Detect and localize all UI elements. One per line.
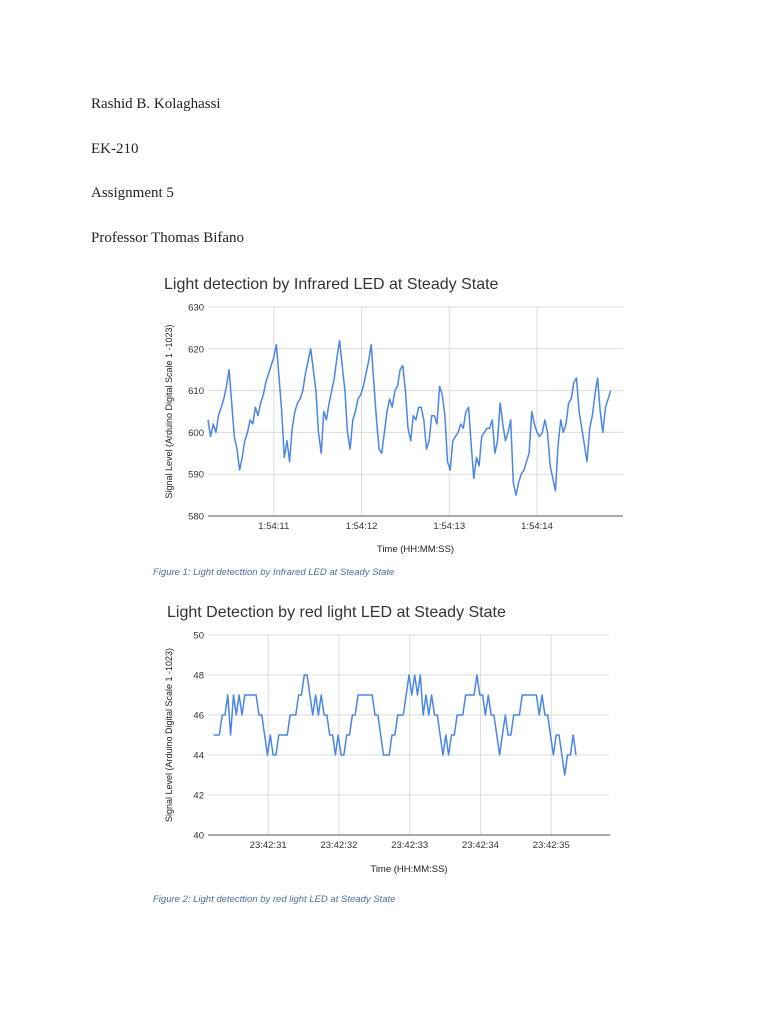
assignment-title: Assignment 5 bbox=[91, 185, 174, 201]
red-y-tick-label: 50 bbox=[193, 630, 204, 642]
red-y-axis-label: Signal Level (Arduino Digital Scale 1 -1023) bbox=[164, 647, 174, 823]
infrared-chart-svg bbox=[152, 265, 636, 563]
red-x-tick-label: 23:42:34 bbox=[461, 840, 499, 851]
red-y-tick-label: 40 bbox=[193, 830, 204, 842]
red-x-tick-label: 23:42:32 bbox=[320, 840, 358, 851]
infrared-chart bbox=[152, 265, 636, 563]
professor-name: Professor Thomas Bifano bbox=[91, 230, 245, 246]
ir-y-tick-label: 630 bbox=[188, 302, 204, 314]
figure-2-caption: Figure 2: Light detecttion by red light LED at Steady State bbox=[153, 894, 396, 905]
ir-y-tick-label: 620 bbox=[188, 344, 204, 356]
red-y-tick-label: 42 bbox=[193, 790, 204, 802]
course-code: EK-210 bbox=[91, 141, 139, 157]
red-chart-title: Light Detection by red light LED at Steady State bbox=[167, 604, 506, 621]
ir-x-tick-label: 1:54:13 bbox=[433, 521, 466, 532]
red-y-tick-label: 44 bbox=[193, 750, 204, 762]
figure-1-caption: Figure 1: Light detecttion by Infrared LED at Steady State bbox=[153, 567, 395, 578]
red-led-chart bbox=[152, 595, 622, 885]
ir-x-tick-label: 1:54:14 bbox=[521, 521, 553, 532]
ir-x-tick-label: 1:54:12 bbox=[345, 521, 378, 532]
ir-y-tick-label: 590 bbox=[188, 469, 204, 481]
red-x-tick-label: 23:42:31 bbox=[249, 840, 287, 851]
ir-y-tick-label: 600 bbox=[188, 427, 204, 439]
ir-y-tick-label: 580 bbox=[188, 511, 204, 523]
ir-x-axis-label: Time (HH:MM:SS) bbox=[376, 544, 455, 555]
ir-y-axis-label: Signal Level (Arduino Digital Scale 1 -1023) bbox=[164, 324, 174, 499]
red-x-tick-label: 23:42:33 bbox=[391, 840, 429, 851]
author-name: Rashid B. Kolaghassi bbox=[91, 96, 221, 112]
ir-x-tick-label: 1:54:11 bbox=[258, 521, 290, 532]
red-x-axis-label: Time (HH:MM:SS) bbox=[370, 864, 448, 875]
ir-chart-title: Light detection by Infrared LED at Steady State bbox=[164, 276, 499, 293]
ir-series-line bbox=[208, 340, 611, 495]
red-led-chart-svg bbox=[152, 595, 622, 885]
red-y-tick-label: 46 bbox=[193, 710, 204, 722]
red-x-tick-label: 23:42:35 bbox=[532, 840, 570, 851]
ir-y-tick-label: 610 bbox=[188, 386, 204, 398]
red-y-tick-label: 48 bbox=[193, 670, 204, 682]
